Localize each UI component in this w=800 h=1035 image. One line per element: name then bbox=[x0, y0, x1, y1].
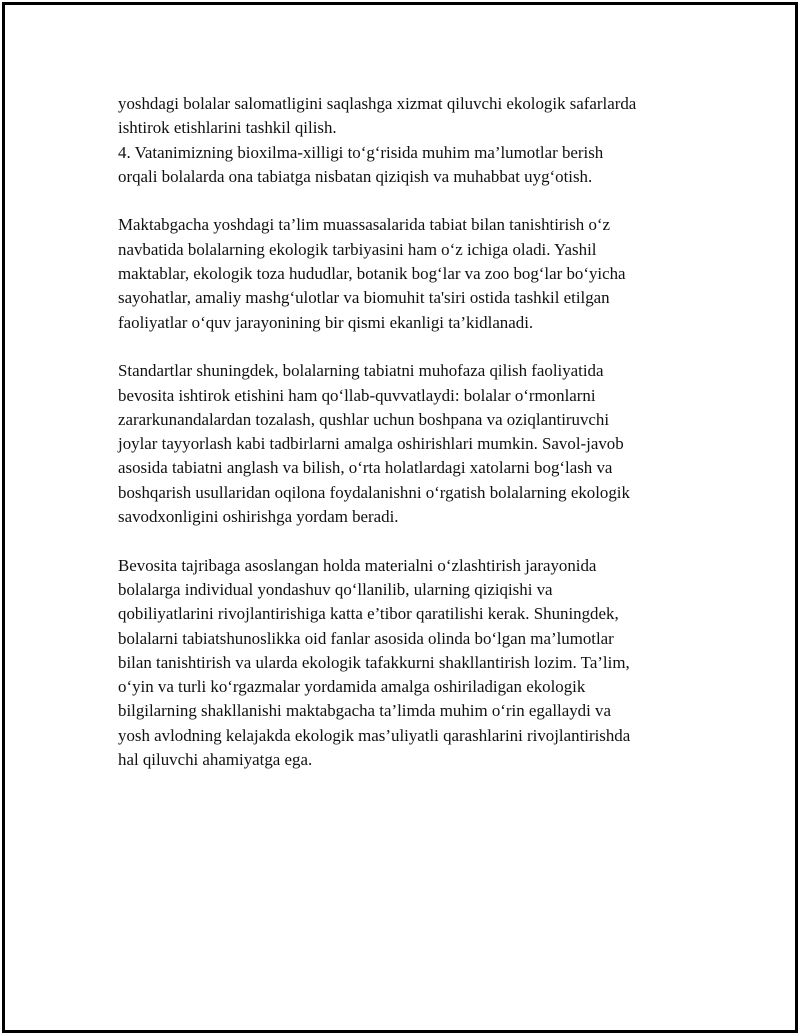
text-line: Maktabgacha yoshdagi ta’lim muassasalarida tabiat bilan tanishtirish o‘z bbox=[118, 215, 611, 235]
text-line: bolalarni tabiatshunoslikka oid fanlar asosida olinda bo‘lgan ma’lumotlar bbox=[118, 628, 614, 648]
text-line: yosh avlodning kelajakda ekologik mas’uliyatli qarashlarini rivojlantirishda bbox=[118, 725, 631, 745]
text-line: bilgilarning shakllanishi maktabgacha ta’limda muhim o‘rin egallaydi va bbox=[118, 701, 611, 721]
text-line: maktablar, ekologik toza hududlar, botanik bog‘lar va zoo bog‘lar bo‘yicha bbox=[118, 264, 626, 284]
text-line: zararkunandalardan tozalash, qushlar uchun boshpana va oziqlantiruvchi bbox=[118, 409, 610, 429]
text-line: boshqarish usullaridan oqilona foydalanishni o‘rgatish bolalarning ekologik bbox=[118, 482, 630, 502]
text-line: asosida tabiatni anglash va bilish, o‘rta holatlardagi xatolarni bog‘lash va bbox=[118, 458, 613, 478]
text-line: yoshdagi bolalar salomatligini saqlashga xizmat qiluvchi ekologik safarlarda bbox=[118, 94, 637, 113]
text-line: navbatida bolalarning ekologik tarbiyasini ham o‘z ichiga oladi. Yashil bbox=[118, 239, 597, 259]
text-line: hal qiluvchi ahamiyatga ega. bbox=[118, 750, 313, 770]
text-line: bevosita ishtirok etishini ham qo‘llab-quvvatlaydi: bolalar o‘rmonlarni bbox=[118, 385, 596, 405]
paragraph-1 bbox=[118, 92, 698, 189]
text-line: Bevosita tajribaga asoslangan holda materialni o‘zlashtirish jarayonida bbox=[118, 555, 597, 575]
paragraph-3 bbox=[118, 359, 698, 529]
paragraph-2 bbox=[118, 213, 698, 334]
text-line: faoliyatlar o‘quv jarayonining bir qismi ekanligi ta’kidlanadi. bbox=[118, 312, 534, 332]
text-line: savodxonligini oshirishga yordam beradi. bbox=[118, 507, 399, 527]
text-line: bolalarga individual yondashuv qo‘llanilib, ularning qiziqishi va bbox=[118, 579, 553, 599]
text-line: 4. Vatanimizning bioxilma-xilligi to‘g‘risida muhim ma’lumotlar berish bbox=[118, 142, 604, 162]
text-line: Standartlar shuningdek, bolalarning tabiatni muhofaza qilish faoliyatida bbox=[118, 361, 604, 381]
paragraph-4 bbox=[118, 554, 698, 773]
text-line: bilan tanishtirish va ularda ekologik tafakkurni shakllantirish lozim. Ta’lim, bbox=[118, 652, 630, 672]
document-body bbox=[118, 92, 698, 797]
text-line: o‘yin va turli ko‘rgazmalar yordamida amalga oshiriladigan ekologik bbox=[118, 677, 586, 697]
text-line: sayohatlar, amaliy mashg‘ulotlar va biomuhit ta'siri ostida tashkil etilgan bbox=[118, 288, 610, 308]
text-line: qobiliyatlarini rivojlantirishiga katta e’tibor qaratilishi kerak. Shuningdek, bbox=[118, 604, 619, 624]
text-line: orqali bolalarda ona tabiatga nisbatan qiziqish va muhabbat uyg‘otish. bbox=[118, 166, 593, 186]
text-line: joylar tayyorlash kabi tadbirlarni amalga oshirishlari mumkin. Savol-javob bbox=[118, 434, 624, 454]
text-line: ishtirok etishlarini tashkil qilish. bbox=[118, 118, 337, 138]
